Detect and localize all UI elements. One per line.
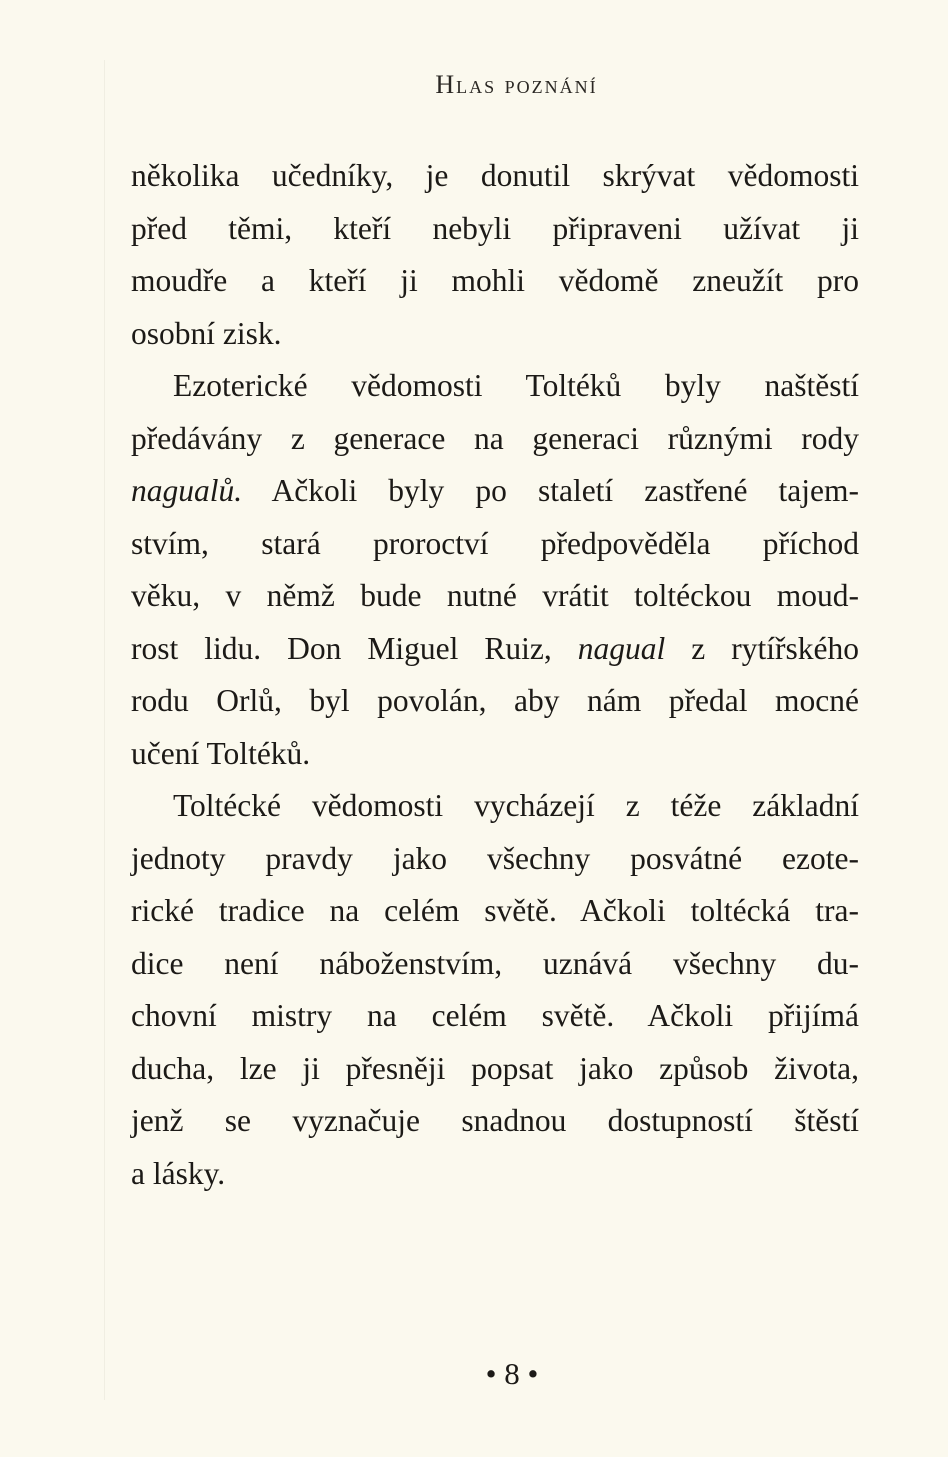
text-line: moudře a kteří ji mohli vědomě zneužít pro: [131, 263, 859, 298]
text-line: rické tradice na celém světě. Ačkoli toltécká tra-: [131, 893, 859, 928]
text-line: předávány z generace na generaci různými rody: [131, 420, 859, 456]
paragraph-1: [131, 150, 859, 360]
running-head: Hlas poznání: [435, 70, 598, 99]
text-line: ducha, lze ji přesněji popsat jako způsob života,: [131, 1050, 859, 1086]
italic-term: nagualů.: [131, 473, 243, 508]
text-line: chovní mistry na celém světě. Ačkoli přijímá: [131, 998, 859, 1033]
paragraph-3: [131, 780, 859, 1200]
body-text: [131, 150, 859, 1200]
page-edge-shadow: [104, 60, 105, 1400]
text-line: učení Toltéků.: [131, 735, 311, 771]
text-line: rodu Orlů, byl povolán, aby nám předal mocné: [131, 683, 859, 718]
text-line: [131, 623, 859, 676]
text-line: dice není náboženstvím, uznává všechny du-: [131, 945, 859, 981]
text-line: jenž se vyznačuje snadnou dostupností štěstí: [131, 1103, 859, 1138]
text-fragment: rost lidu. Don Miguel Ruiz,: [131, 630, 552, 666]
italic-term: nagual: [577, 630, 666, 666]
text-line: stvím, stará proroctví předpověděla příchod: [131, 525, 859, 561]
text-fragment: Ačkoli byly po staletí zastřené tajem-: [271, 473, 859, 508]
text-line: před těmi, kteří nebyli připraveni užívat ji: [131, 210, 859, 246]
page-number: • 8 •: [485, 1356, 539, 1391]
text-line: a lásky.: [131, 1155, 226, 1191]
text-line: Toltécké vědomosti vycházejí z téže základní: [173, 788, 859, 823]
text-fragment: z rytířského: [691, 630, 860, 666]
text-line: Ezoterické vědomosti Toltéků byly naštěstí: [173, 368, 859, 403]
text-line: osobní zisk.: [131, 315, 282, 351]
text-line: [131, 465, 859, 518]
paragraph-2: [131, 360, 859, 780]
text-line: několika učedníky, je donutil skrývat vědomosti: [131, 158, 859, 193]
text-line: věku, v němž bude nutné vrátit toltéckou moud-: [131, 578, 859, 613]
text-line: jednoty pravdy jako všechny posvátné ezote-: [131, 840, 859, 876]
